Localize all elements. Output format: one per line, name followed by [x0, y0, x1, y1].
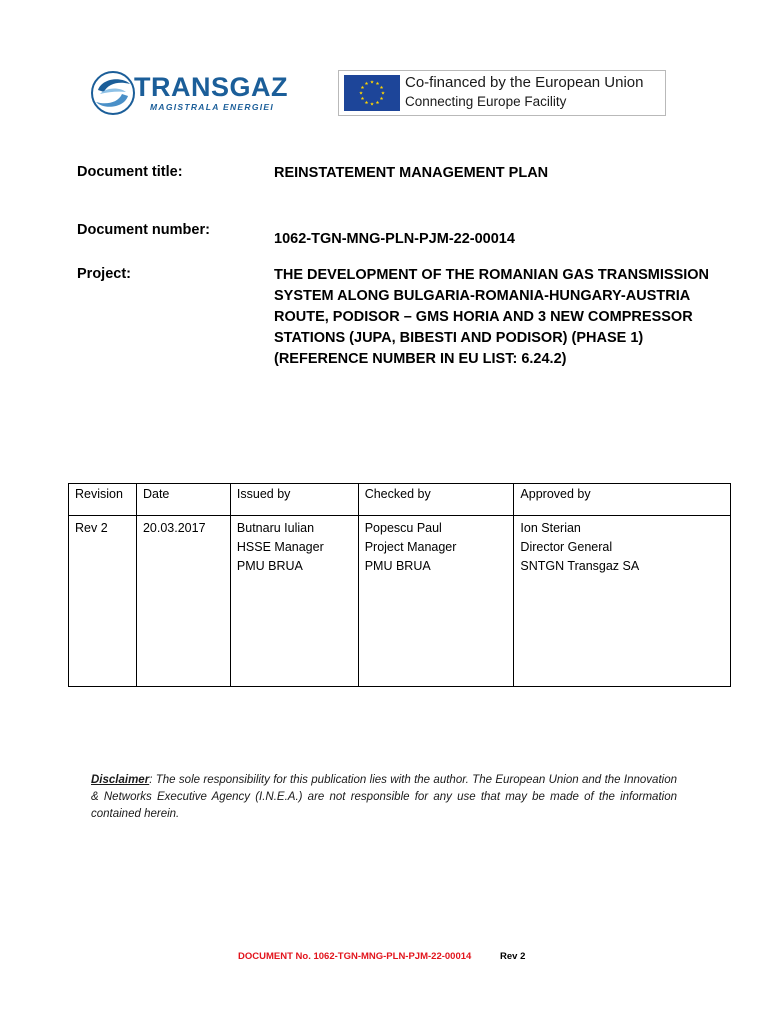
header-approved-by: Approved by	[514, 484, 731, 516]
document-title-value: REINSTATEMENT MANAGEMENT PLAN	[274, 165, 549, 181]
header-issued-by: Issued by	[230, 484, 358, 516]
transgaz-swirl-icon	[90, 70, 136, 116]
eu-cofinance-banner	[338, 70, 666, 116]
transgaz-tagline: MAGISTRALA ENERGIEI	[150, 102, 275, 112]
revision-table	[68, 483, 731, 687]
revision-table-header-row	[69, 484, 731, 516]
transgaz-logo	[90, 68, 290, 118]
approved-by-role: Director General	[520, 540, 613, 554]
project-label: Project:	[77, 266, 131, 282]
cell-checked-by	[358, 516, 514, 687]
footer-revision: Rev 2	[500, 951, 526, 962]
project-line: ROUTE, PODISOR – GMS HORIA AND 3 NEW COMPRESSOR	[274, 309, 693, 325]
eu-banner-line1: Co-financed by the European Union	[405, 74, 644, 91]
table-row	[69, 516, 731, 687]
transgaz-name: TRANSGAZ	[134, 72, 288, 102]
project-line: (REFERENCE NUMBER IN EU LIST: 6.24.2)	[274, 351, 567, 367]
document-title-label: Document title:	[77, 164, 183, 180]
eu-banner-line2: Connecting Europe Facility	[405, 94, 567, 109]
issued-by-org: PMU BRUA	[236, 559, 303, 573]
approved-by-name: Ion Sterian	[520, 521, 581, 535]
header-checked-by: Checked by	[358, 484, 514, 516]
eu-flag-icon	[344, 75, 400, 111]
cell-issued-by	[230, 516, 358, 687]
cell-approved-by	[514, 516, 731, 687]
disclaimer-text: : The sole responsibility for this publication lies with the author. The European Union and the Innovation & Networks Executive Agency (I.N.E.A.) are not responsible for any use that may be made of the information contained herein.	[91, 774, 677, 820]
footer-document-number: DOCUMENT No. 1062-TGN-MNG-PLN-PJM-22-00014	[238, 951, 472, 962]
checked-by-name: Popescu Paul	[364, 521, 442, 535]
document-number-value: 1062-TGN-MNG-PLN-PJM-22-00014	[274, 231, 515, 247]
project-line: SYSTEM ALONG BULGARIA-ROMANIA-HUNGARY-AUSTRIA	[274, 288, 691, 304]
issued-by-name: Butnaru Iulian	[236, 521, 315, 535]
project-line: STATIONS (JUPA, BIBESTI AND PODISOR) (PHASE 1)	[274, 330, 644, 346]
cell-revision: Rev 2	[69, 516, 137, 687]
disclaimer	[91, 772, 677, 823]
issued-by-role: HSSE Manager	[236, 540, 324, 554]
project-value	[274, 265, 734, 370]
document-number-label: Document number:	[77, 222, 210, 238]
project-line: THE DEVELOPMENT OF THE ROMANIAN GAS TRANSMISSION	[274, 267, 710, 283]
header-revision: Revision	[69, 484, 137, 516]
checked-by-role: Project Manager	[364, 540, 457, 554]
approved-by-org: SNTGN Transgaz SA	[520, 559, 640, 573]
header-date: Date	[136, 484, 230, 516]
disclaimer-title: Disclaimer	[91, 774, 150, 786]
cell-date: 20.03.2017	[136, 516, 230, 687]
checked-by-org: PMU BRUA	[364, 559, 431, 573]
